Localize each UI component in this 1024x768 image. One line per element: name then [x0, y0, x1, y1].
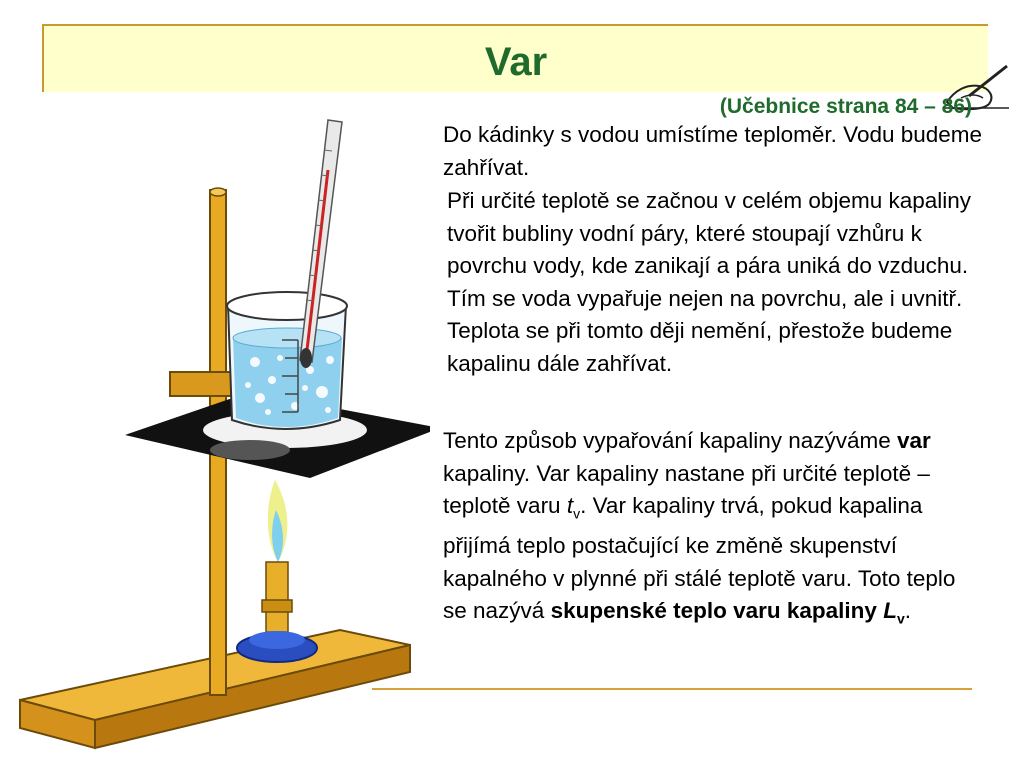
support-ring [210, 440, 290, 460]
symbol-t-subscript: v [573, 505, 581, 522]
title-bar [42, 24, 988, 92]
definition-text-2: kapaliny. Var kapaliny nastane při určité teplotě – teplotě varu [443, 460, 930, 518]
bunsen-burner [237, 562, 317, 662]
term-var: var [897, 428, 931, 453]
definition-text-1: Tento způsob vypařování kapaliny nazýváme [443, 428, 898, 453]
intro-paragraph: Do kádinky s vodou umístíme teploměr. Vodu budeme zahřívat. [443, 122, 983, 180]
beaker [227, 292, 347, 429]
definition-text-3: . Var kapaliny trvá, pokud kapalina přijímá teplo postačující ke změně skupenství kapalného v plynné při stálé teplotě varu. Toto teplo se nazývá [443, 493, 956, 623]
burner-flame [268, 480, 288, 562]
definition-text-4: . [904, 598, 912, 623]
bottom-divider [372, 688, 972, 690]
term-latent-heat: skupenské teplo varu kapaliny [550, 598, 884, 623]
textbook-reference: (Učebnice strana 84 – 86) [719, 95, 972, 118]
bubbles-paragraph: Při určité teplotě se začnou v celém objemu kapaliny tvořit bubliny vodní páry, které stoupají vzhůru k povrchu vody, kde zanikají a pára uniká do vzduchu. Tím se voda vypařuje nejen na povrchu, ale i uvnitř. Teplota se při tomto ději nemění, přestože budeme kapalinu dále zahřívat. [447, 188, 972, 376]
page-title: Var [484, 40, 548, 84]
symbol-L-subscript: v [896, 610, 905, 627]
symbol-t: t [566, 493, 574, 518]
boiling-apparatus-illustration [10, 100, 430, 750]
symbol-L: L [883, 598, 897, 623]
definition-paragraph [443, 425, 983, 635]
